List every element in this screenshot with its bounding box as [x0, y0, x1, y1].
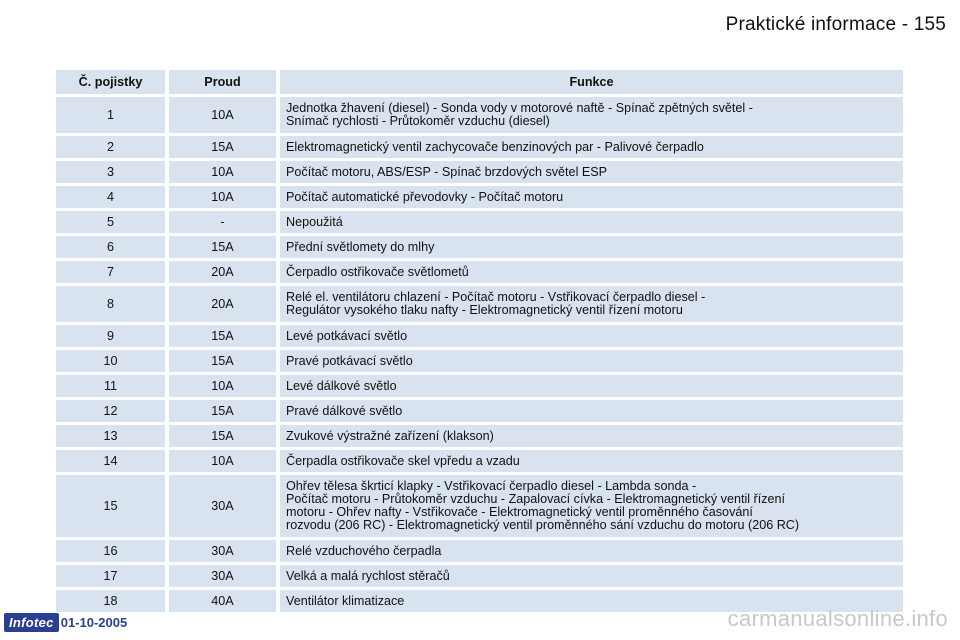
fuse-amperage: 30A: [169, 540, 280, 562]
table-row: [56, 475, 903, 537]
fuse-table: [56, 67, 903, 615]
fuse-number: 7: [56, 261, 169, 283]
table-row: [56, 97, 903, 133]
fuse-number: 14: [56, 450, 169, 472]
fuse-function: Pravé potkávací světlo: [280, 350, 903, 372]
fuse-amperage: 20A: [169, 286, 280, 322]
fuse-function: Jednotka žhavení (diesel) - Sonda vody v motorové naftě - Spínač zpětných světel - Snímač rychlosti - Průtokoměr vzduchu (diesel): [280, 97, 903, 133]
fuse-number: 6: [56, 236, 169, 258]
fuse-number: 16: [56, 540, 169, 562]
fuse-amperage: 15A: [169, 236, 280, 258]
fuse-number: 1: [56, 97, 169, 133]
footer-date: 01-10-2005: [60, 615, 128, 630]
fuse-function: Ventilátor klimatizace: [280, 590, 903, 612]
fuse-function: Nepoužitá: [280, 211, 903, 233]
fuse-amperage: 15A: [169, 425, 280, 447]
table-row: [56, 136, 903, 158]
fuse-function: Relé vzduchového čerpadla: [280, 540, 903, 562]
fuse-amperage: 10A: [169, 375, 280, 397]
fuse-amperage: 10A: [169, 450, 280, 472]
table-row: [56, 211, 903, 233]
table-row: [56, 261, 903, 283]
table-row: [56, 540, 903, 562]
fuse-function: Relé el. ventilátoru chlazení - Počítač motoru - Vstřikovací čerpadlo diesel - Regulátor vysokého tlaku nafty - Elektromagnetický ventil řízení motoru: [280, 286, 903, 322]
fuse-function: Ohřev tělesa škrticí klapky - Vstřikovací čerpadlo diesel - Lambda sonda - Počítač motoru - Průtokoměr vzduchu - Zapalovací cívka - Elektromagnetický ventil řízení motoru - Ohřev nafty - Vstřikovače - Elektromagnetický ventil proměnného časování rozvodu (206 RC) - Elektromagnetický ventil proměnného sání vzduchu do motoru (206 RC): [280, 475, 903, 537]
fuse-function: Počítač motoru, ABS/ESP - Spínač brzdových světel ESP: [280, 161, 903, 183]
table-row: [56, 400, 903, 422]
infotec-logo: Infotec: [4, 613, 59, 632]
fuse-number: 18: [56, 590, 169, 612]
page-title: Praktické informace - 155: [725, 14, 946, 35]
fuse-amperage: 10A: [169, 161, 280, 183]
fuse-number: 17: [56, 565, 169, 587]
table-header-row: [56, 70, 903, 94]
column-header-fuse-number: Č. pojistky: [56, 70, 169, 94]
table-row: [56, 286, 903, 322]
fuse-amperage: 15A: [169, 400, 280, 422]
fuse-amperage: 20A: [169, 261, 280, 283]
table-row: [56, 425, 903, 447]
fuse-amperage: -: [169, 211, 280, 233]
table-row: [56, 450, 903, 472]
fuse-amperage: 40A: [169, 590, 280, 612]
fuse-function: Elektromagnetický ventil zachycovače benzinových par - Palivové čerpadlo: [280, 136, 903, 158]
fuse-amperage: 30A: [169, 565, 280, 587]
fuse-function: Čerpadla ostřikovače skel vpředu a vzadu: [280, 450, 903, 472]
fuse-number: 8: [56, 286, 169, 322]
fuse-function: Levé potkávací světlo: [280, 325, 903, 347]
fuse-function: Zvukové výstražné zařízení (klakson): [280, 425, 903, 447]
fuse-number: 2: [56, 136, 169, 158]
fuse-function: Velká a malá rychlost stěračů: [280, 565, 903, 587]
fuse-amperage: 15A: [169, 350, 280, 372]
fuse-number: 3: [56, 161, 169, 183]
fuse-function: Pravé dálkové světlo: [280, 400, 903, 422]
table-row: [56, 565, 903, 587]
table-row: [56, 325, 903, 347]
fuse-function: Počítač automatické převodovky - Počítač motoru: [280, 186, 903, 208]
table-row: [56, 236, 903, 258]
watermark: carmanualsonline.info: [727, 606, 948, 631]
table-row: [56, 375, 903, 397]
fuse-function: Přední světlomety do mlhy: [280, 236, 903, 258]
fuse-function: Levé dálkové světlo: [280, 375, 903, 397]
footer: [4, 613, 127, 632]
fuse-amperage: 15A: [169, 325, 280, 347]
fuse-function: Čerpadlo ostřikovače světlometů: [280, 261, 903, 283]
fuse-amperage: 10A: [169, 186, 280, 208]
fuse-number: 11: [56, 375, 169, 397]
fuse-number: 10: [56, 350, 169, 372]
fuse-number: 9: [56, 325, 169, 347]
column-header-amperage: Proud: [169, 70, 280, 94]
fuse-number: 12: [56, 400, 169, 422]
column-header-function: Funkce: [280, 70, 903, 94]
fuse-amperage: 10A: [169, 97, 280, 133]
table-row: [56, 350, 903, 372]
fuse-number: 4: [56, 186, 169, 208]
fuse-number: 15: [56, 475, 169, 537]
fuse-amperage: 30A: [169, 475, 280, 537]
table-row: [56, 186, 903, 208]
fuse-number: 13: [56, 425, 169, 447]
fuse-amperage: 15A: [169, 136, 280, 158]
fuse-number: 5: [56, 211, 169, 233]
table-row: [56, 161, 903, 183]
